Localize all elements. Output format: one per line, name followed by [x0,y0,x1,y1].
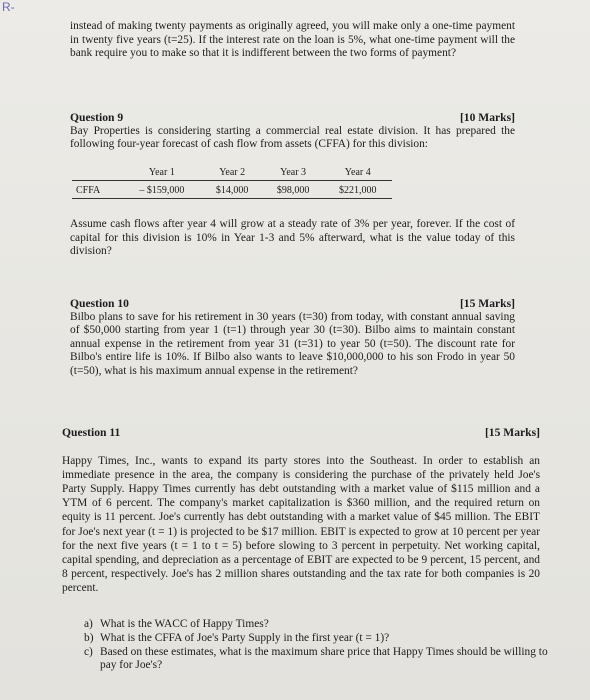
question-10-text: Bilbo plans to save for his retirement in 30 years (t=30) from today, with constant annual saving of $50,000 starting from year 1 (t=1) through year 30 (t=30). Bilbo aims to maintain constant annual expense in the retirement from year 31 (t=31) to year 50 (t=50). The discount rate for Bilbo's entire life is 10%. If Bilbo also wants to leave $10,000,000 to his son Frodo in year 50 (t=50), what is his maximum annual expense in the retirement? [70,310,515,377]
part-label: a) [84,618,93,630]
table-cell-year-2: $14,000 [202,181,263,199]
table-cell-year-4: $221,000 [324,181,392,199]
question-9-title: Question 9 [70,111,124,124]
question-9 [70,111,515,152]
list-item [84,646,554,674]
part-text: What is the CFFA of Joe's Party Supply in the first year (t = 1)? [100,631,390,644]
part-label: b) [84,631,94,644]
part-text: What is the WACC of Happy Times? [100,618,269,630]
table-header-year-1: Year 1 [122,165,202,181]
question-11-title: Question 11 [62,426,121,439]
part-label: c) [84,645,93,658]
intro-paragraph: instead of making twenty payments as originally agreed, you will make only a one-time payment in twenty five years (t=25). If the interest rate on the loan is 5%, what one-time payment will the bank require you to make so that it is indifferent between the two forms of payment? [70,20,515,60]
table-row [72,181,392,199]
list-item [84,632,554,646]
question-9-text: Bay Properties is considering starting a commercial real estate division. It has prepared the following four-year forecast of cash flow from assets (CFFA) for this division: [70,124,515,151]
question-10-header [70,297,515,311]
cffa-table-header-row [72,165,392,181]
table-cell-year-1: – $159,000 [122,181,202,199]
question-9-marks: [10 Marks] [459,111,515,124]
question-11-parts [84,618,554,673]
table-header-year-4: Year 4 [324,165,392,181]
table-row-label: CFFA [72,181,122,199]
table-cell-year-3: $98,000 [263,181,324,199]
question-11 [62,426,540,596]
table-header-year-3: Year 3 [263,165,324,181]
question-9-header [70,111,515,125]
question-11-header [62,426,540,440]
list-item [84,618,554,632]
question-10-marks: [15 Marks] [459,297,515,310]
question-11-marks: [15 Marks] [484,426,540,439]
table-header-year-2: Year 2 [202,165,263,181]
question-10-title: Question 10 [70,297,129,310]
question-11-text: Happy Times, Inc., wants to expand its party stores into the Southeast. In order to establish an immediate presence in the area, the company is considering the purchase of the privately held Joe's Party Supply. Happy Times currently has debt outstanding with a market value of $115 million and a YTM of 6 percent. The company's market capitalization is $360 million, and the required return on equity is 11 percent. Joe's currently has debt outstanding with a market value of $45 million. The EBIT for Joe's next year (t = 1) is projected to be $17 million. EBIT is expected to grow at 10 percent per year for the next five years (t = 1 to t = 5) before slowing to 3 percent in perpetuity. Net working capital, capital spending, and depreciation as a percentage of EBIT are expected to be 9 percent, 15 percent, and 8 percent, respectively. Joe's has 2 million shares outstanding and the tax rate for both companies is 20 percent. [62,454,540,595]
question-9-followup: Assume cash flows after year 4 will grow at a steady rate of 3% per year, forever. If the cost of capital for this division is 10% in Year 1-3 and 5% afterward, what is the value today of this division? [70,218,515,258]
cffa-table [72,165,392,199]
question-10 [70,297,515,379]
handwritten-mark: R- [2,0,15,14]
part-text: Based on these estimates, what is the maximum share price that Happy Times should be willing to pay for Joe's? [100,645,548,672]
